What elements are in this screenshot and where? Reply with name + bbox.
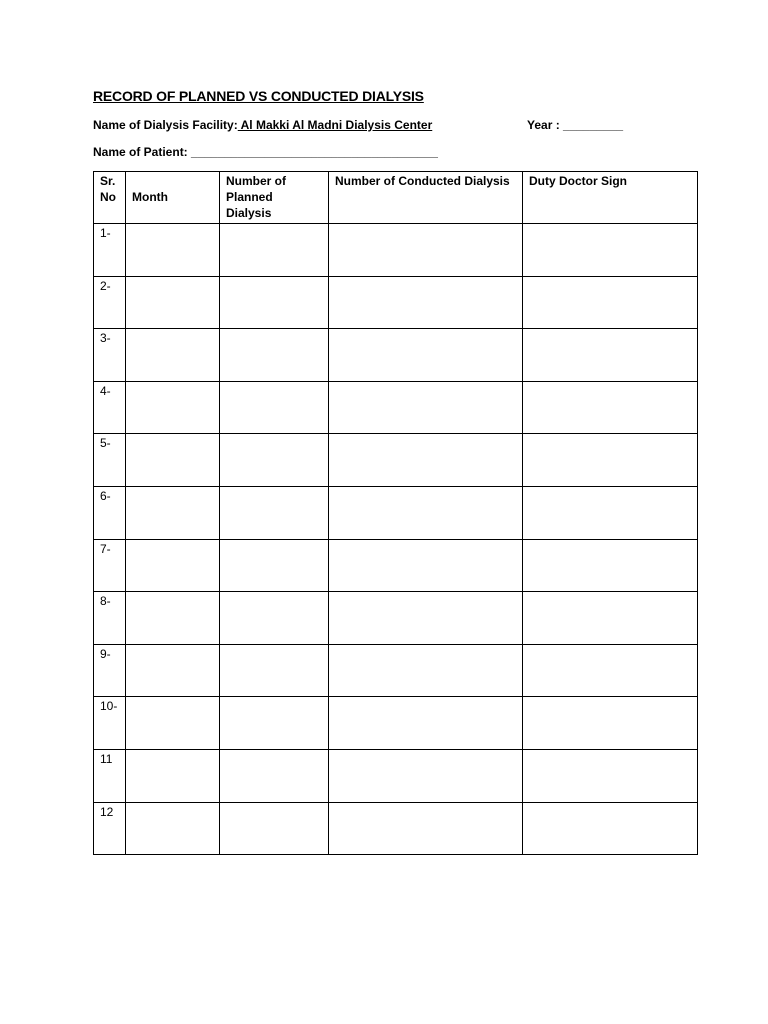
patient-line — [93, 145, 438, 159]
table-row — [94, 276, 698, 329]
cell-planned-dialysis[interactable] — [220, 486, 329, 539]
cell-duty-doctor-sign[interactable] — [523, 329, 698, 382]
table-row — [94, 329, 698, 382]
cell-duty-doctor-sign[interactable] — [523, 644, 698, 697]
cell-conducted-dialysis[interactable] — [329, 486, 523, 539]
cell-month[interactable] — [126, 276, 220, 329]
header-conducted-dialysis: Number of Conducted Dialysis — [329, 172, 523, 224]
table-body — [94, 224, 698, 855]
facility-line — [93, 118, 432, 132]
cell-duty-doctor-sign[interactable] — [523, 697, 698, 750]
cell-conducted-dialysis[interactable] — [329, 749, 523, 802]
cell-month[interactable] — [126, 644, 220, 697]
cell-sr-no: 3- — [94, 329, 126, 382]
cell-conducted-dialysis[interactable] — [329, 697, 523, 750]
cell-planned-dialysis[interactable] — [220, 802, 329, 855]
header-planned-line3: Dialysis — [226, 206, 272, 220]
header-sr-line1: Sr. — [100, 174, 116, 188]
cell-planned-dialysis[interactable] — [220, 539, 329, 592]
cell-month[interactable] — [126, 381, 220, 434]
header-month: Month — [126, 172, 220, 224]
facility-label: Name of Dialysis Facility: — [93, 118, 238, 132]
cell-planned-dialysis[interactable] — [220, 381, 329, 434]
cell-sr-no: 8- — [94, 592, 126, 645]
cell-conducted-dialysis[interactable] — [329, 539, 523, 592]
table-header-row — [94, 172, 698, 224]
cell-duty-doctor-sign[interactable] — [523, 224, 698, 277]
cell-duty-doctor-sign[interactable] — [523, 381, 698, 434]
cell-conducted-dialysis[interactable] — [329, 276, 523, 329]
cell-conducted-dialysis[interactable] — [329, 381, 523, 434]
table-row — [94, 802, 698, 855]
table-row — [94, 381, 698, 434]
header-planned-dialysis — [220, 172, 329, 224]
facility-name: Al Makki Al Madni Dialysis Center — [237, 118, 433, 132]
cell-month[interactable] — [126, 434, 220, 487]
cell-month[interactable] — [126, 539, 220, 592]
table-row — [94, 224, 698, 277]
cell-duty-doctor-sign[interactable] — [523, 749, 698, 802]
cell-sr-no: 5- — [94, 434, 126, 487]
cell-duty-doctor-sign[interactable] — [523, 802, 698, 855]
cell-sr-no: 12 — [94, 802, 126, 855]
cell-sr-no: 2- — [94, 276, 126, 329]
table-row — [94, 592, 698, 645]
cell-planned-dialysis[interactable] — [220, 276, 329, 329]
cell-planned-dialysis[interactable] — [220, 592, 329, 645]
table-row — [94, 644, 698, 697]
cell-planned-dialysis[interactable] — [220, 644, 329, 697]
header-planned-line1: Number of — [226, 174, 286, 188]
cell-month[interactable] — [126, 224, 220, 277]
cell-sr-no: 11 — [94, 749, 126, 802]
cell-conducted-dialysis[interactable] — [329, 329, 523, 382]
cell-sr-no: 9- — [94, 644, 126, 697]
cell-planned-dialysis[interactable] — [220, 697, 329, 750]
header-sr-line2: No — [100, 190, 116, 204]
table-row — [94, 697, 698, 750]
year-line — [527, 118, 623, 132]
cell-sr-no: 7- — [94, 539, 126, 592]
cell-conducted-dialysis[interactable] — [329, 644, 523, 697]
cell-duty-doctor-sign[interactable] — [523, 539, 698, 592]
cell-duty-doctor-sign[interactable] — [523, 486, 698, 539]
year-label: Year : — [527, 118, 564, 132]
patient-name-blank[interactable]: _____________________________________ — [191, 145, 438, 159]
cell-month[interactable] — [126, 802, 220, 855]
cell-conducted-dialysis[interactable] — [329, 592, 523, 645]
cell-planned-dialysis[interactable] — [220, 434, 329, 487]
cell-sr-no: 10- — [94, 697, 126, 750]
cell-duty-doctor-sign[interactable] — [523, 434, 698, 487]
cell-duty-doctor-sign[interactable] — [523, 276, 698, 329]
header-planned-line2: Planned — [226, 190, 273, 204]
cell-sr-no: 4- — [94, 381, 126, 434]
table-row — [94, 434, 698, 487]
cell-conducted-dialysis[interactable] — [329, 434, 523, 487]
header-sr-no — [94, 172, 126, 224]
patient-label: Name of Patient: — [93, 145, 192, 159]
cell-month[interactable] — [126, 329, 220, 382]
cell-month[interactable] — [126, 592, 220, 645]
cell-month[interactable] — [126, 486, 220, 539]
document-title: RECORD OF PLANNED VS CONDUCTED DIALYSIS — [93, 88, 424, 104]
cell-planned-dialysis[interactable] — [220, 749, 329, 802]
cell-conducted-dialysis[interactable] — [329, 224, 523, 277]
table-row — [94, 749, 698, 802]
cell-sr-no: 6- — [94, 486, 126, 539]
header-duty-doctor-sign: Duty Doctor Sign — [523, 172, 698, 224]
year-blank[interactable]: _________ — [563, 118, 624, 132]
cell-conducted-dialysis[interactable] — [329, 802, 523, 855]
dialysis-record-table — [93, 171, 698, 855]
table-row — [94, 539, 698, 592]
cell-duty-doctor-sign[interactable] — [523, 592, 698, 645]
cell-planned-dialysis[interactable] — [220, 329, 329, 382]
cell-month[interactable] — [126, 749, 220, 802]
table-row — [94, 486, 698, 539]
cell-month[interactable] — [126, 697, 220, 750]
cell-planned-dialysis[interactable] — [220, 224, 329, 277]
cell-sr-no: 1- — [94, 224, 126, 277]
